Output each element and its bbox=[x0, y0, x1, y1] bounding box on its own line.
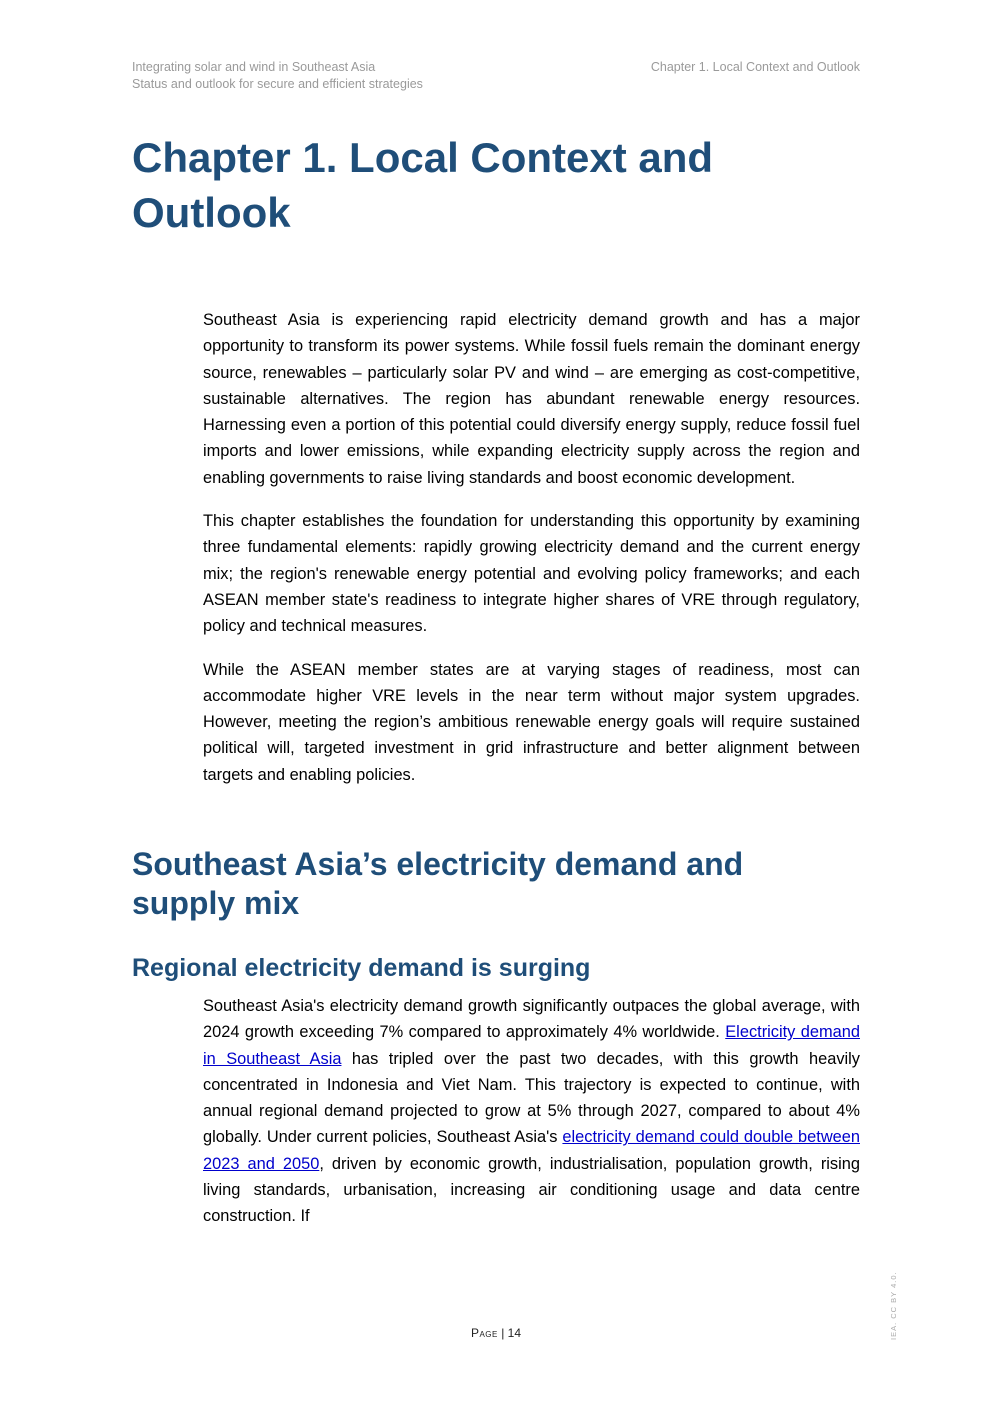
section-heading: Southeast Asia’s electricity demand and supply mix bbox=[132, 846, 744, 921]
demand-paragraph: Southeast Asia's electricity demand growth significantly outpaces the global average, with 2024 growth exceeding 7% compared to approximately 4% worldwide. Electricity demand in Southeast Asia has tripled over the past two decades, with this growth heavily concentrated in Indonesia and Viet Nam. This trajectory is expected to continue, with annual regional demand projected to grow at 5% through 2027, compared to about 4% globally. Under current policies, Southeast Asia's electricity demand could double between 2023 and 2050, driven by economic growth, industrialisation, population growth, rising living standards, urbanisation, increasing air conditioning usage and data centre construction. If bbox=[203, 997, 860, 1226]
electricity-demand-link[interactable]: Electricity demand in Southeast Asia bbox=[203, 1023, 860, 1068]
demand-section bbox=[203, 993, 860, 1247]
license-notice: IEA. CC BY 4.0. bbox=[889, 1271, 898, 1340]
intro-paragraph: Southeast Asia is experiencing rapid electricity demand growth and has a major opportunity to transform its power systems. While fossil fuels remain the dominant energy source, renewables – particularly solar PV and wind – are emerging as cost-competitive, sustainable alternatives. The region has abundant renewable energy resources. Harnessing even a portion of this potential could diversify energy supply, reduce fossil fuel imports and lower emissions, while expanding electricity supply across the region and enabling governments to raise living standards and boost economic development. bbox=[203, 311, 860, 487]
page-footer bbox=[0, 1326, 992, 1340]
report-subtitle: Status and outlook for secure and efficient strategies bbox=[132, 77, 423, 91]
subsection-heading: Regional electricity demand is surging bbox=[132, 954, 591, 982]
intro-paragraph: This chapter establishes the foundation for understanding this opportunity by examining three fundamental elements: rapidly growing electricity demand and the current energy mix; the region's renewable energy potential and evolving policy frameworks; and each ASEAN member state's readiness to integrate higher shares of VRE through regulatory, policy and technical measures. bbox=[203, 512, 860, 636]
demand-double-link[interactable]: electricity demand could double between 2023 and 2050 bbox=[203, 1128, 860, 1173]
report-title: Integrating solar and wind in Southeast Asia bbox=[132, 60, 376, 74]
running-header-right: Chapter 1. Local Context and Outlook bbox=[650, 60, 860, 74]
chapter-title: Chapter 1. Local Context and Outlook bbox=[132, 134, 714, 236]
page-number: 14 bbox=[507, 1326, 522, 1340]
intro-section bbox=[203, 307, 860, 805]
intro-paragraph: While the ASEAN member states are at varying stages of readiness, most can accommodate higher VRE levels in the near term without major system upgrades. However, meeting the region’s ambitious renewable energy goals will require sustained political will, targeted investment in grid infrastructure and better alignment between targets and enabling policies. bbox=[203, 660, 860, 784]
running-header-left bbox=[132, 59, 423, 93]
page-separator: | bbox=[497, 1326, 508, 1340]
page-label: Page bbox=[470, 1326, 498, 1340]
